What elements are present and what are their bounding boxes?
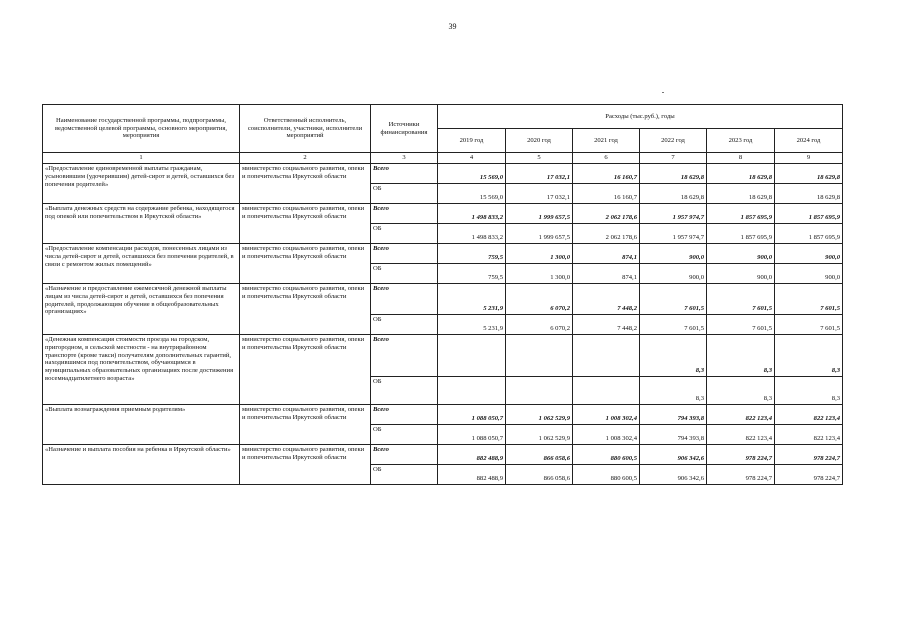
total-value: 15 569,0 xyxy=(438,164,506,184)
total-value: 900,0 xyxy=(640,244,707,264)
total-value: 8,3 xyxy=(775,335,843,377)
total-value: 1 857 695,9 xyxy=(775,204,843,224)
source-ob-label: ОБ xyxy=(371,377,438,405)
ob-value: 1 062 529,9 xyxy=(506,425,573,445)
ob-value: 1 300,0 xyxy=(506,264,573,284)
ob-value: 5 231,9 xyxy=(438,315,506,335)
source-ob-label: ОБ xyxy=(371,184,438,204)
total-value: 1 999 657,5 xyxy=(506,204,573,224)
table-row xyxy=(43,445,843,465)
total-value: 1 498 833,2 xyxy=(438,204,506,224)
executor: министерство социального развития, опеки и попечительства Иркутской области xyxy=(240,284,371,335)
source-ob-label: ОБ xyxy=(371,264,438,284)
ob-value: 900,0 xyxy=(640,264,707,284)
ob-value: 874,1 xyxy=(573,264,640,284)
ob-value: 1 957 974,7 xyxy=(640,224,707,244)
total-value: 880 600,5 xyxy=(573,445,640,465)
header-year: 2021 год xyxy=(573,129,640,153)
total-value: 18 629,8 xyxy=(707,164,775,184)
total-value xyxy=(573,335,640,377)
total-value: 1 062 529,9 xyxy=(506,405,573,425)
table-row xyxy=(43,164,843,184)
ob-value: 1 857 695,9 xyxy=(707,224,775,244)
header-expenses: Расходы (тыс.руб.), годы xyxy=(438,105,843,129)
ob-value: 900,0 xyxy=(775,264,843,284)
header-executor: Ответственный исполнитель, соисполнители, участники, исполнители мероприятий xyxy=(240,105,371,153)
column-number: 4 xyxy=(438,153,506,164)
measure-name: «Выплата вознаграждения приемным родителям» xyxy=(43,405,240,445)
column-number: 3 xyxy=(371,153,438,164)
total-value: 17 032,1 xyxy=(506,164,573,184)
total-value: 794 393,8 xyxy=(640,405,707,425)
ob-value: 2 062 178,6 xyxy=(573,224,640,244)
total-value: 874,1 xyxy=(573,244,640,264)
column-number: 8 xyxy=(707,153,775,164)
ob-value: 759,5 xyxy=(438,264,506,284)
ob-value: 822 123,4 xyxy=(775,425,843,445)
ob-value: 7 448,2 xyxy=(573,315,640,335)
total-value xyxy=(438,335,506,377)
ob-value: 16 160,7 xyxy=(573,184,640,204)
executor: министерство социального развития, опеки и попечительства Иркутской области xyxy=(240,204,371,244)
ob-value: 866 058,6 xyxy=(506,465,573,485)
ob-value: 7 601,5 xyxy=(707,315,775,335)
total-value: 2 062 178,6 xyxy=(573,204,640,224)
ob-value: 794 393,8 xyxy=(640,425,707,445)
ob-value: 17 032,1 xyxy=(506,184,573,204)
source-total-label: Всего xyxy=(371,335,438,377)
ob-value: 18 629,8 xyxy=(775,184,843,204)
source-total-label: Всего xyxy=(371,284,438,315)
ob-value: 8,3 xyxy=(640,377,707,405)
header-year: 2019 год xyxy=(438,129,506,153)
total-value: 900,0 xyxy=(775,244,843,264)
header-year: 2024 год xyxy=(775,129,843,153)
total-value: 1 300,0 xyxy=(506,244,573,264)
ob-value: 1 008 302,4 xyxy=(573,425,640,445)
column-number: 6 xyxy=(573,153,640,164)
total-value: 18 629,8 xyxy=(775,164,843,184)
source-total-label: Всего xyxy=(371,244,438,264)
measure-name: «Предоставление единовременной выплаты гражданам, усыновившим (удочерившим) детей-сирот и детей, оставшихся без попечения родителей» xyxy=(43,164,240,204)
total-value: 906 342,6 xyxy=(640,445,707,465)
header-source: Источники финансирования xyxy=(371,105,438,153)
total-value: 7 601,5 xyxy=(775,284,843,315)
ob-value: 8,3 xyxy=(775,377,843,405)
column-number-row xyxy=(43,153,843,164)
ob-value: 1 857 695,9 xyxy=(775,224,843,244)
column-number: 7 xyxy=(640,153,707,164)
total-value: 759,5 xyxy=(438,244,506,264)
ob-value: 882 488,9 xyxy=(438,465,506,485)
total-value: 978 224,7 xyxy=(775,445,843,465)
ob-value: 1 999 657,5 xyxy=(506,224,573,244)
executor: министерство социального развития, опеки и попечительства Иркутской области xyxy=(240,405,371,445)
ob-value: 15 569,0 xyxy=(438,184,506,204)
source-total-label: Всего xyxy=(371,405,438,425)
source-ob-label: ОБ xyxy=(371,465,438,485)
ob-value: 8,3 xyxy=(707,377,775,405)
table-row xyxy=(43,284,843,315)
ob-value xyxy=(506,377,573,405)
executor: министерство социального развития, опеки и попечительства Иркутской области xyxy=(240,244,371,284)
page-number: 39 xyxy=(448,22,457,31)
total-value: 1 957 974,7 xyxy=(640,204,707,224)
total-value: 822 123,4 xyxy=(775,405,843,425)
ob-value xyxy=(438,377,506,405)
total-value: 7 601,5 xyxy=(707,284,775,315)
ob-value: 18 629,8 xyxy=(640,184,707,204)
ob-value: 6 070,2 xyxy=(506,315,573,335)
ob-value: 1 088 050,7 xyxy=(438,425,506,445)
measure-name: «Денежная компенсация стоимости проезда на городском, пригородном, в сельской местности - на внутрирайонном транспорте (кроме такси) получателям дополнительных гарантий, находившимся под попечительством, обучающимся в муниципальных образовательных организациях после достижения восемнадцатилетнего возраста» xyxy=(43,335,240,405)
source-total-label: Всего xyxy=(371,164,438,184)
total-value: 8,3 xyxy=(640,335,707,377)
executor: министерство социального развития, опеки и попечительства Иркутской области xyxy=(240,164,371,204)
ob-value: 906 342,6 xyxy=(640,465,707,485)
total-value xyxy=(506,335,573,377)
ob-value: 18 629,8 xyxy=(707,184,775,204)
ob-value: 822 123,4 xyxy=(707,425,775,445)
header-year: 2022 год xyxy=(640,129,707,153)
table-row xyxy=(43,204,843,224)
table-row xyxy=(43,405,843,425)
source-ob-label: ОБ xyxy=(371,224,438,244)
measure-name: «Назначение и предоставление ежемесячной денежной выплаты лицам из числа детей-сирот и детей, оставшихся без попечения родителей, продолжающим обучение в общеобразовательных организациях» xyxy=(43,284,240,335)
ob-value: 978 224,7 xyxy=(707,465,775,485)
table-row xyxy=(43,335,843,377)
total-value: 822 123,4 xyxy=(707,405,775,425)
total-value: 6 070,2 xyxy=(506,284,573,315)
budget-table xyxy=(42,104,843,485)
total-value: 8,3 xyxy=(707,335,775,377)
ob-value: 1 498 833,2 xyxy=(438,224,506,244)
source-total-label: Всего xyxy=(371,204,438,224)
total-value: 16 160,7 xyxy=(573,164,640,184)
ob-value: 978 224,7 xyxy=(775,465,843,485)
total-value: 900,0 xyxy=(707,244,775,264)
ob-value xyxy=(573,377,640,405)
scan-speck xyxy=(662,92,664,93)
ob-value: 880 600,5 xyxy=(573,465,640,485)
total-value: 7 601,5 xyxy=(640,284,707,315)
source-total-label: Всего xyxy=(371,445,438,465)
measure-name: «Выплата денежных средств на содержание ребенка, находящегося под опекой или попечительством в Иркутской области» xyxy=(43,204,240,244)
ob-value: 7 601,5 xyxy=(640,315,707,335)
total-value: 882 488,9 xyxy=(438,445,506,465)
ob-value: 7 601,5 xyxy=(775,315,843,335)
total-value: 1 008 302,4 xyxy=(573,405,640,425)
column-number: 2 xyxy=(240,153,371,164)
source-ob-label: ОБ xyxy=(371,425,438,445)
column-number: 1 xyxy=(43,153,240,164)
measure-name: «Назначение и выплата пособия на ребенка в Иркутской области» xyxy=(43,445,240,485)
total-value: 978 224,7 xyxy=(707,445,775,465)
measure-name: «Предоставление компенсации расходов, понесенных лицами из числа детей-сирот и детей, оставшихся без попечения родителей, в связи с ремонтом жилых помещений» xyxy=(43,244,240,284)
executor: министерство социального развития, опеки и попечительства Иркутской области xyxy=(240,445,371,485)
executor: министерство социального развития, опеки и попечительства Иркутской области xyxy=(240,335,371,405)
source-ob-label: ОБ xyxy=(371,315,438,335)
header-name: Наименование государственной программы, подпрограммы, ведомственной целевой программы, основного мероприятия, мероприятия xyxy=(43,105,240,153)
header-year: 2020 год xyxy=(506,129,573,153)
total-value: 7 448,2 xyxy=(573,284,640,315)
header-year: 2023 год xyxy=(707,129,775,153)
total-value: 5 231,9 xyxy=(438,284,506,315)
ob-value: 900,0 xyxy=(707,264,775,284)
total-value: 1 857 695,9 xyxy=(707,204,775,224)
total-value: 18 629,8 xyxy=(640,164,707,184)
total-value: 866 058,6 xyxy=(506,445,573,465)
column-number: 5 xyxy=(506,153,573,164)
table-row xyxy=(43,244,843,264)
column-number: 9 xyxy=(775,153,843,164)
total-value: 1 088 050,7 xyxy=(438,405,506,425)
